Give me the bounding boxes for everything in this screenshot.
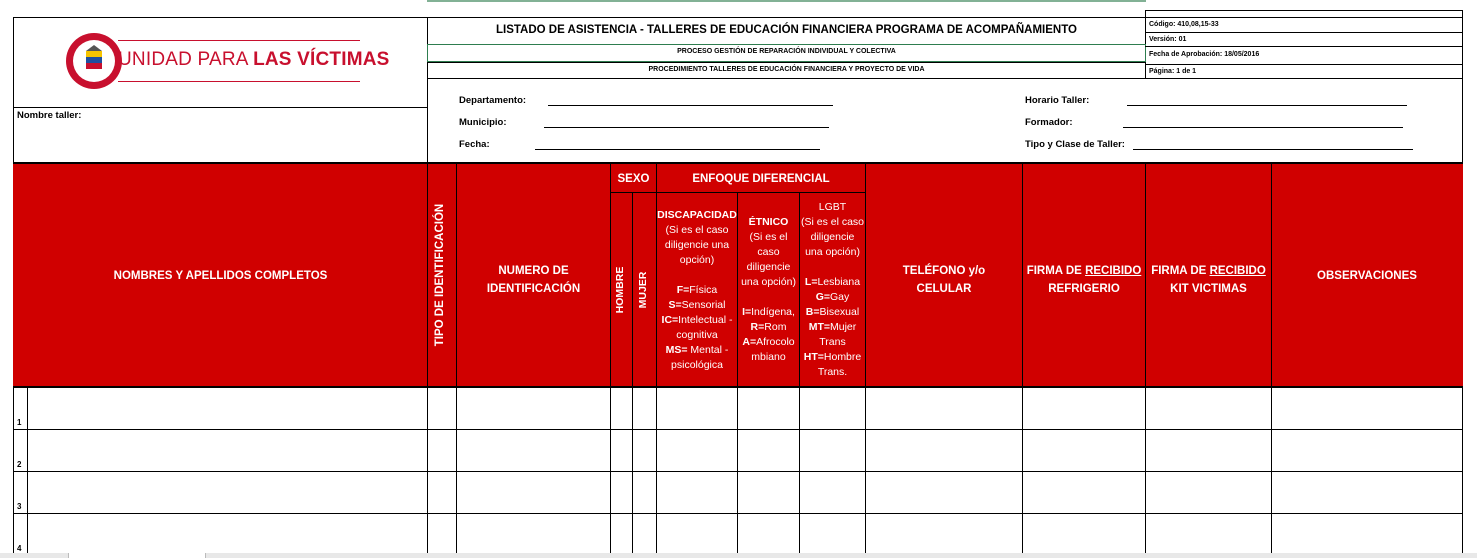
col-div-1	[427, 163, 428, 558]
sub-header-line	[610, 192, 866, 193]
col-observaciones: OBSERVACIONES	[1317, 270, 1417, 282]
fecha-field[interactable]	[535, 149, 820, 150]
col-lgbt: LGBT (Si es el caso diligencie una opción) L=Lesbiana G=Gay B=Bisexual MT=Mujer Trans HT=Hombre Trans.	[800, 201, 865, 378]
formador-field[interactable]	[1123, 127, 1403, 128]
col-numero: NUMERO DE IDENTIFICACIÓN	[486, 265, 581, 295]
procedure-text: PROCEDIMIENTO TALLERES DE EDUCACIÓN FINANCIERA Y PROYECTO DE VIDA	[648, 66, 925, 73]
logo-line-top	[118, 40, 360, 41]
municipio-label: Municipio:	[459, 117, 507, 128]
col-div-3	[610, 163, 611, 558]
fecha-label: Fecha:	[459, 139, 490, 150]
horario-field[interactable]	[1127, 105, 1407, 106]
colombia-seal-icon	[64, 31, 124, 91]
process-text: PROCESO GESTIÓN DE REPARACIÓN INDIVIDUAL Y COLECTIVA	[677, 48, 896, 55]
logo-text: UNIDAD PARA LAS VÍCTIMAS	[118, 49, 390, 70]
line-logo-bottom	[13, 107, 427, 108]
col-hombre: HOMBRE	[614, 266, 626, 314]
col-etnico: ÉTNICO (Si es el caso diligencie una opción) I=Indígena, R=Rom A=Afrocolo mbiano	[741, 216, 796, 363]
selection-edge	[427, 0, 1146, 2]
table-row[interactable]	[28, 430, 427, 471]
scrollbar-thumb[interactable]	[68, 553, 206, 558]
col-kit: FIRMA DE RECIBIDO KIT VICTIMAS	[1151, 265, 1266, 295]
code-line-2	[1145, 46, 1463, 47]
row-number: 3	[17, 502, 22, 511]
code-line-3	[1145, 64, 1463, 65]
nombre-taller-label: Nombre taller:	[17, 110, 82, 121]
col-telefono: TELÉFONO y/o CELULAR	[902, 265, 986, 295]
horario-label: Horario Taller:	[1025, 95, 1090, 106]
pagina-text: Página: 1 de 1	[1149, 68, 1197, 75]
logo-title-divider	[427, 17, 428, 163]
version-text: Versión: 01	[1149, 36, 1187, 43]
col-div-10	[1145, 163, 1146, 558]
row-number: 4	[17, 544, 22, 553]
table-row[interactable]	[28, 388, 427, 429]
line-after-procedure	[427, 78, 1463, 79]
row-number: 2	[17, 460, 22, 469]
municipio-field[interactable]	[544, 127, 829, 128]
codigo-text: Código: 410,08,15-33	[1149, 21, 1219, 28]
col-div-2	[456, 163, 457, 558]
col-discapacidad: DISCAPACIDAD (Si es el caso diligencie una opción) F=Física S=Sensorial IC=Intelectual - cognitiva MS= Mental - psicológica	[657, 209, 737, 371]
header-top-border-right	[1145, 10, 1463, 11]
fecha-aprobacion-text: Fecha de Aprobación: 18/05/2016	[1149, 51, 1260, 58]
logo	[14, 18, 427, 107]
col-refrigerio: FIRMA DE RECIBIDO REFRIGERIO	[1026, 265, 1142, 295]
table-header-top	[13, 162, 1463, 164]
departamento-field[interactable]	[548, 105, 833, 106]
col-div-4	[632, 193, 633, 558]
tipo-clase-label: Tipo y Clase de Taller:	[1025, 139, 1125, 150]
col-div-11	[1271, 163, 1272, 558]
table-row[interactable]	[28, 514, 427, 554]
col-mujer: MUJER	[637, 271, 649, 309]
table-row[interactable]	[28, 472, 427, 513]
row-number: 1	[17, 418, 22, 427]
col-sexo: SEXO	[617, 173, 650, 185]
line-after-process	[427, 62, 1145, 63]
col-div-8	[865, 163, 866, 558]
formador-label: Formador:	[1025, 117, 1073, 128]
col-enfoque: ENFOQUE DIFERENCIAL	[692, 173, 830, 185]
col-nombres: NOMBRES Y APELLIDOS COMPLETOS	[113, 270, 328, 282]
col-tipo-id: TIPO DE IDENTIFICACIÓN	[434, 203, 446, 347]
logo-line-bottom	[118, 81, 360, 82]
col-div-9	[1022, 163, 1023, 558]
horizontal-scrollbar[interactable]	[0, 553, 1477, 558]
departamento-label: Departamento:	[459, 95, 527, 106]
tipo-clase-field[interactable]	[1133, 149, 1413, 150]
code-line-1	[1145, 32, 1463, 33]
document-title: LISTADO DE ASISTENCIA - TALLERES DE EDUCACIÓN FINANCIERA PROGRAMA DE ACOMPAÑAMIENTO	[496, 24, 1077, 36]
